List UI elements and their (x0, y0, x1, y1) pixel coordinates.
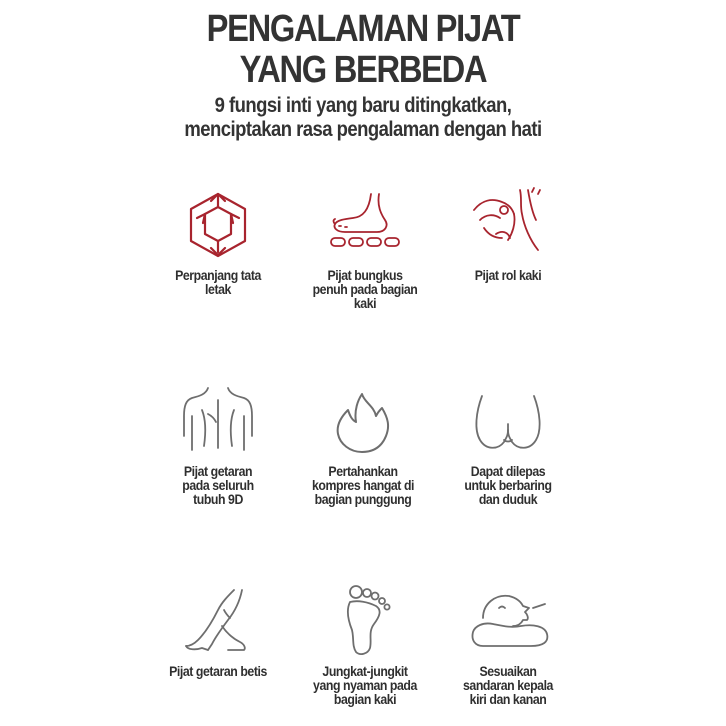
feature-label: Pijat rol kaki (474, 267, 542, 283)
feature-label: Pertahankan kompres hangat di bagian punggung (311, 463, 415, 507)
header (0, 0, 726, 142)
foot-wrap-icon (325, 190, 405, 260)
feature-label: Jungkat-jungkit yang nyaman pada bagian kaki (313, 663, 417, 707)
feature-label: Sesuaikan sandaran kepala kiri dan kanan (463, 663, 553, 707)
pillow-head-icon (463, 586, 553, 656)
feature-label: Pijat bungkus penuh pada bagian kaki (312, 267, 418, 311)
feature-label: Pijat getaran betis (169, 663, 267, 679)
footprint-icon (330, 584, 400, 656)
seat-icon (468, 390, 548, 456)
feature-label: Perpanjang tata letak (175, 267, 261, 297)
feature-flame (288, 390, 438, 507)
flame-icon (328, 390, 398, 456)
feature-extension (143, 190, 293, 297)
page-title-line-2: YANG BERBEDA (239, 49, 487, 91)
page-title-line-1: PENGALAMAN PIJAT (206, 8, 520, 50)
feature-label: Pijat getaran pada seluruh tubuh 9D (182, 463, 254, 507)
extension-arrows-icon (183, 190, 253, 260)
back-body-icon (178, 386, 258, 456)
foot-roll-icon (468, 184, 548, 260)
feature-label: Dapat dilepas untuk berbaring dan duduk (464, 463, 552, 507)
feature-footprint (290, 584, 440, 707)
leg-icon (178, 586, 258, 656)
feature-foot-wrap (290, 190, 440, 311)
feature-foot-roll (433, 184, 583, 283)
feature-seat (433, 390, 583, 507)
feature-leg (143, 586, 293, 679)
subtitle-line-2: menciptakan rasa pengalaman dengan hati (184, 118, 542, 141)
feature-pillow-head (433, 586, 583, 707)
subtitle-line-1: 9 fungsi inti yang baru ditingkatkan, (214, 94, 512, 117)
feature-back-body (143, 386, 293, 507)
